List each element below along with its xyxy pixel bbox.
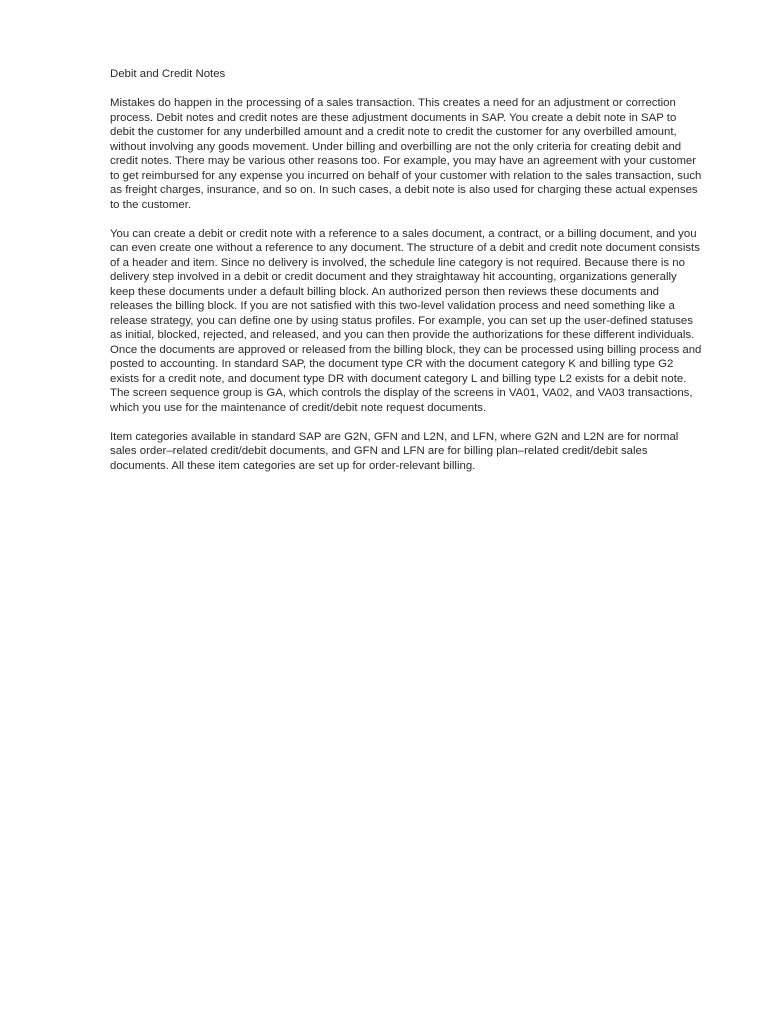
text-line: sales order–related credit/debit documents, and GFN and LFN are for billing plan–related credit/debit sales [110, 445, 648, 457]
text-line: Item categories available in standard SAP are G2N, GFN and L2N, and LFN, where G2N and L2N are for normal [110, 430, 679, 443]
text-line: process. Debit notes and credit notes are these adjustment documents in SAP. You create a debit note in SAP to [110, 111, 677, 124]
text-line: keep these documents under a default billing block. An authorized person then reviews these documents and [110, 285, 659, 298]
document-page [110, 67, 715, 488]
text-line: You can create a debit or credit note with a reference to a sales document, a contract, or a billing document, and you [110, 227, 697, 240]
paragraph-2 [110, 227, 715, 416]
text-line: which you use for the maintenance of credit/debit note request documents. [110, 401, 487, 414]
text-line: posted to accounting. In standard SAP, the document type CR with the document category K and billing type G2 [110, 358, 674, 370]
text-line: debit the customer for any underbilled amount and a credit note to credit the customer for any overbilled amount, [110, 126, 677, 138]
document-title: Debit and Credit Notes [110, 68, 226, 80]
text-line: The screen sequence group is GA, which controls the display of the screens in VA01, VA02, and VA03 transactions, [110, 387, 693, 399]
text-line: without involving any goods movement. Under billing and overbilling are not the only criteria for creating debit and [110, 140, 682, 153]
text-line: can even create one without a reference to any document. The structure of a debit and credit note document consists [110, 242, 700, 254]
text-line: Once the documents are approved or released from the billing block, they can be processed using billing process and [110, 343, 702, 356]
text-line: as freight charges, insurance, and so on. In such cases, a debit note is also used for charging these actual expenses [110, 184, 698, 196]
text-line: exists for a credit note, and document type DR with document category L and billing type L2 exists for a debit note. [110, 372, 687, 385]
text-line: to the customer. [110, 198, 192, 211]
paragraph-3 [110, 430, 715, 474]
text-line: releases the billing block. If you are not satisfied with this two-level validation process and need something like a [110, 300, 675, 312]
text-line: as initial, blocked, rejected, and released, and you can then provide the authorizations for these different individuals. [110, 329, 695, 341]
text-line: credit notes. There may be various other reasons too. For example, you may have an agreement with your customer [110, 155, 697, 167]
text-line: Mistakes do happen in the processing of a sales transaction. This creates a need for an adjustment or correction [110, 97, 676, 109]
text-line: delivery step involved in a debit or credit document and they straightaway hit accounting, organizations generally [110, 271, 677, 283]
text-line: release strategy, you can define one by using status profiles. For example, you can set up the user-defined statuses [110, 314, 693, 327]
text-line: of a header and item. Since no delivery is involved, the schedule line category is not required. Because there is no [110, 256, 685, 269]
paragraph-1 [110, 96, 715, 212]
text-line: documents. All these item categories are set up for order-relevant billing. [110, 459, 476, 472]
text-line: to get reimbursed for any expense you incurred on behalf of your customer with relation to the sales transaction, such [110, 169, 702, 182]
